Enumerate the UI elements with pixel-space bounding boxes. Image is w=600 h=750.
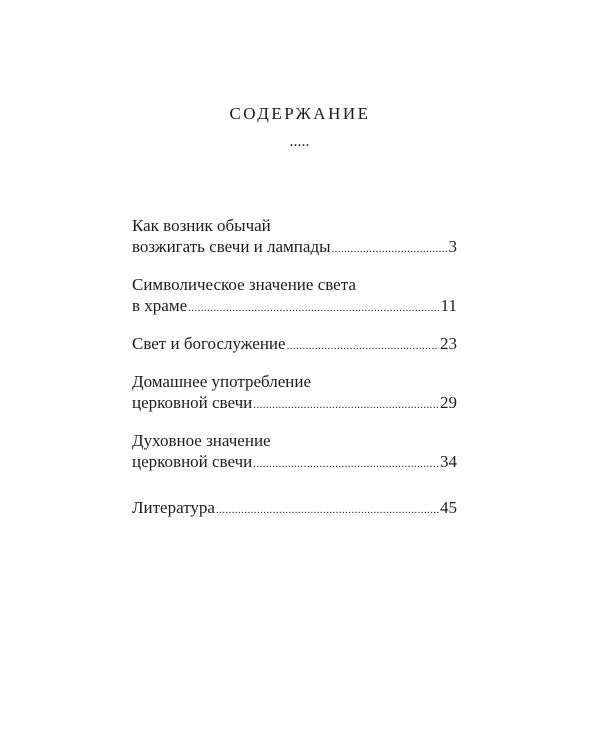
dot-leader bbox=[332, 239, 448, 260]
toc-entry bbox=[132, 333, 457, 357]
dot-leader bbox=[253, 395, 439, 416]
dot-leader bbox=[188, 298, 439, 319]
toc-entry-title-line: церковной свечи bbox=[132, 452, 253, 471]
toc-page-number: 11 bbox=[440, 296, 457, 315]
toc-entry-title-line: Литература bbox=[132, 498, 215, 517]
toc-entry-title-line: в храме bbox=[132, 296, 188, 315]
toc-entry-title-line: Символическое значение света bbox=[132, 275, 356, 294]
toc-page-number: 34 bbox=[440, 452, 457, 471]
toc-entry-title-line: Духовное значение bbox=[132, 431, 271, 450]
dot-leader bbox=[216, 500, 439, 521]
contents-title: СОДЕРЖАНИЕ bbox=[229, 104, 371, 123]
toc-entry bbox=[132, 371, 457, 416]
dot-leader bbox=[253, 454, 439, 475]
toc-entry-title-line: Свет и богослужение bbox=[132, 334, 286, 353]
table-of-contents bbox=[132, 215, 457, 535]
toc-entry-title-line: Как возник обычай bbox=[132, 216, 271, 235]
toc-entry-title-line: Домашнее употребление bbox=[132, 372, 312, 391]
toc-page-number: 23 bbox=[440, 334, 457, 353]
toc-entry-title-line: церковной свечи bbox=[132, 393, 253, 412]
toc-entry bbox=[132, 497, 457, 521]
toc-entry bbox=[132, 274, 457, 319]
toc-entry bbox=[132, 215, 457, 260]
dot-leader bbox=[287, 336, 439, 357]
toc-entry-title-line: возжигать свечи и лампады bbox=[132, 237, 331, 256]
toc-page-number: 3 bbox=[448, 237, 457, 256]
title-ornament: ..... bbox=[290, 135, 310, 149]
toc-page-number: 29 bbox=[440, 393, 457, 412]
toc-page-number: 45 bbox=[440, 498, 457, 517]
toc-entry bbox=[132, 430, 457, 475]
